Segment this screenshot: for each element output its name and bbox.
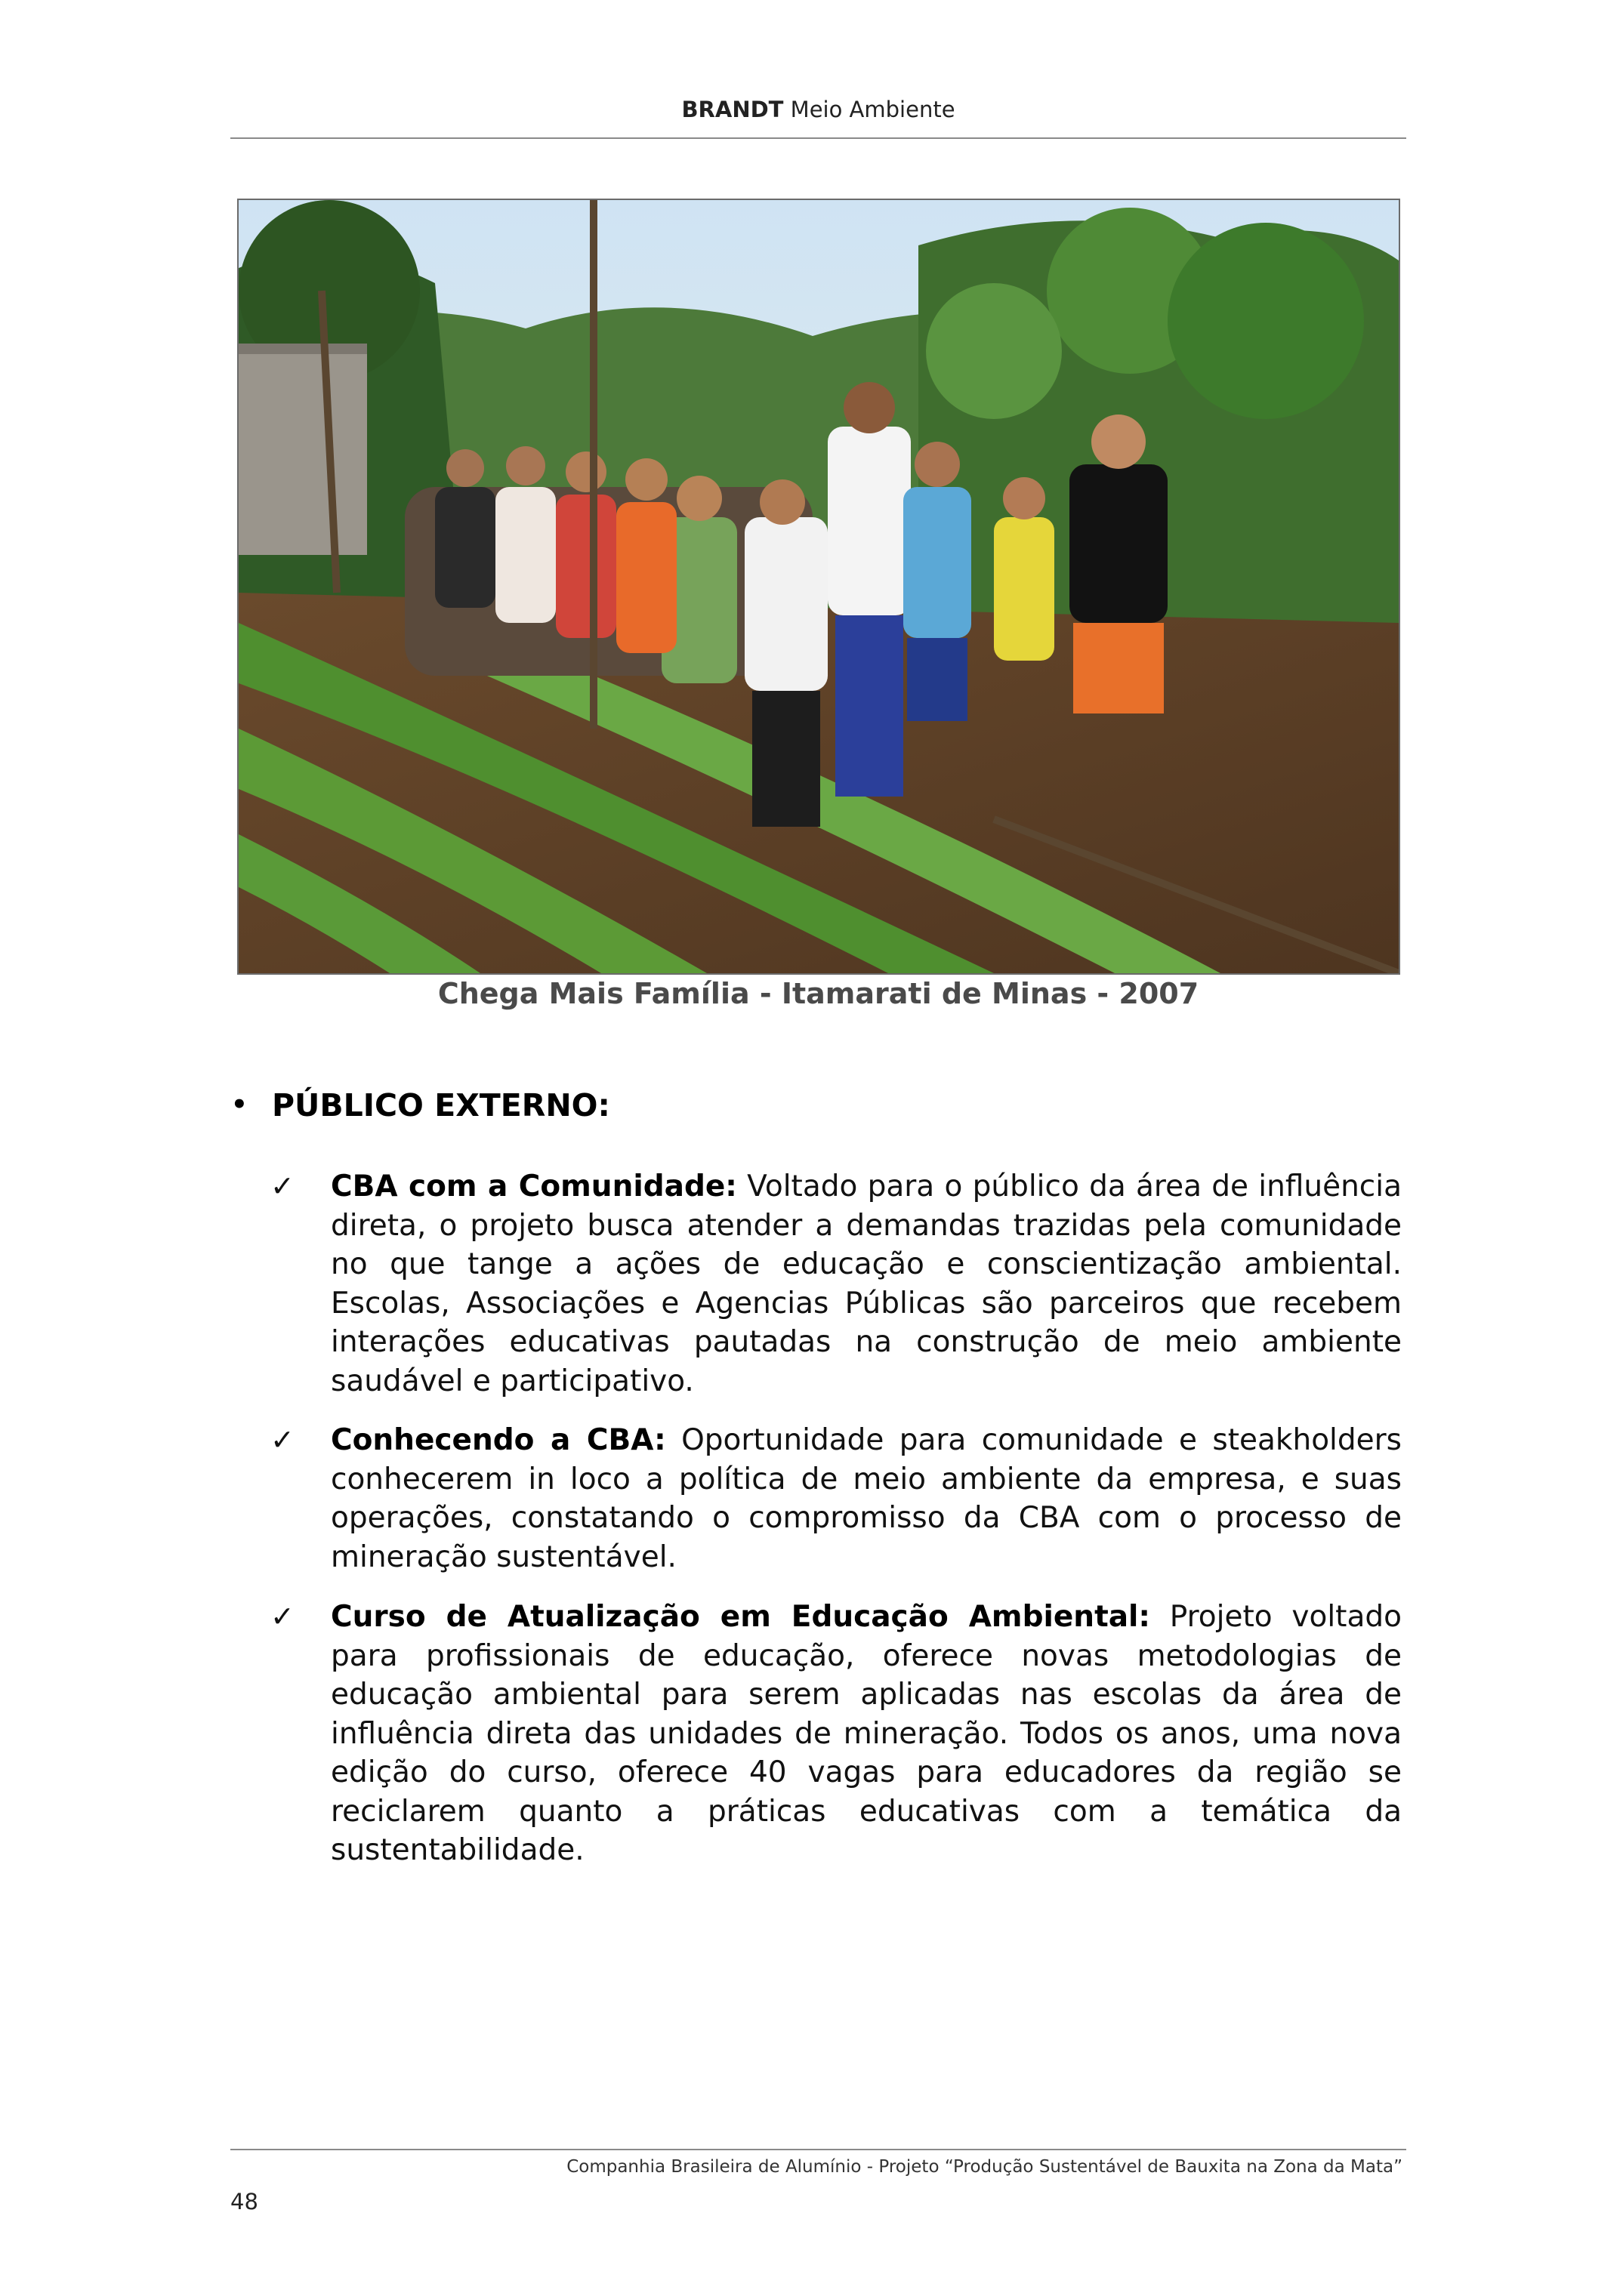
page-number: 48 bbox=[230, 2189, 258, 2214]
item-heading: Conhecendo a CBA: bbox=[331, 1423, 666, 1457]
section-title bbox=[231, 1087, 610, 1123]
checkmark-icon: ✓ bbox=[270, 1423, 295, 1456]
list-item bbox=[270, 1598, 1402, 1870]
photo-caption: Chega Mais Família - Itamarati de Minas - 2007 bbox=[437, 977, 1199, 1010]
item-heading: Curso de Atualização em Educação Ambiental: bbox=[331, 1600, 1150, 1634]
item-heading: CBA com a Comunidade: bbox=[331, 1170, 737, 1203]
footer-text: Companhia Brasileira de Alumínio - Projeto “Produção Sustentável de Bauxita na Zona da Mata” bbox=[566, 2157, 1402, 2177]
section-bullet: • bbox=[231, 1089, 248, 1120]
checkmark-icon: ✓ bbox=[270, 1170, 295, 1203]
item-text: Voltado para o público da área de influência direta, o projeto busca atender a demandas trazidas pela comunidade no que tange a ações de educação e conscientização ambiental. Escolas, Associações e Agencias Públicas são parceiros que recebem interações educativas pautadas na construção de meio ambiente saudável e participativo. bbox=[331, 1170, 1402, 1398]
header-rule bbox=[230, 137, 1406, 139]
section-title-text: PÚBLICO EXTERNO: bbox=[272, 1087, 610, 1123]
list-item bbox=[270, 1167, 1402, 1401]
page-header bbox=[230, 97, 1406, 122]
footer-rule bbox=[230, 2149, 1406, 2150]
list-item bbox=[270, 1421, 1402, 1576]
item-text: Oportunidade para comunidade e steakholders conhecerem in loco a política de meio ambiente da empresa, e suas operações, constatando o compromisso da CBA com o processo de mineração sustentável. bbox=[331, 1423, 1402, 1574]
header-brand: BRANDT bbox=[681, 97, 784, 122]
checkmark-icon: ✓ bbox=[270, 1600, 295, 1633]
header-title: Meio Ambiente bbox=[790, 97, 955, 122]
item-text: Projeto voltado para profissionais de educação, oferece novas metodologias de educação ambiental para serem aplicadas nas escolas da área de influência direta das unidades de mineração. Todos os anos, uma nova edição do curso, oferece 40 vagas para educadores da região se reciclarem quanto a práticas educativas com a temática da sustentabilidade. bbox=[331, 1600, 1402, 1867]
group-photo bbox=[237, 199, 1400, 975]
